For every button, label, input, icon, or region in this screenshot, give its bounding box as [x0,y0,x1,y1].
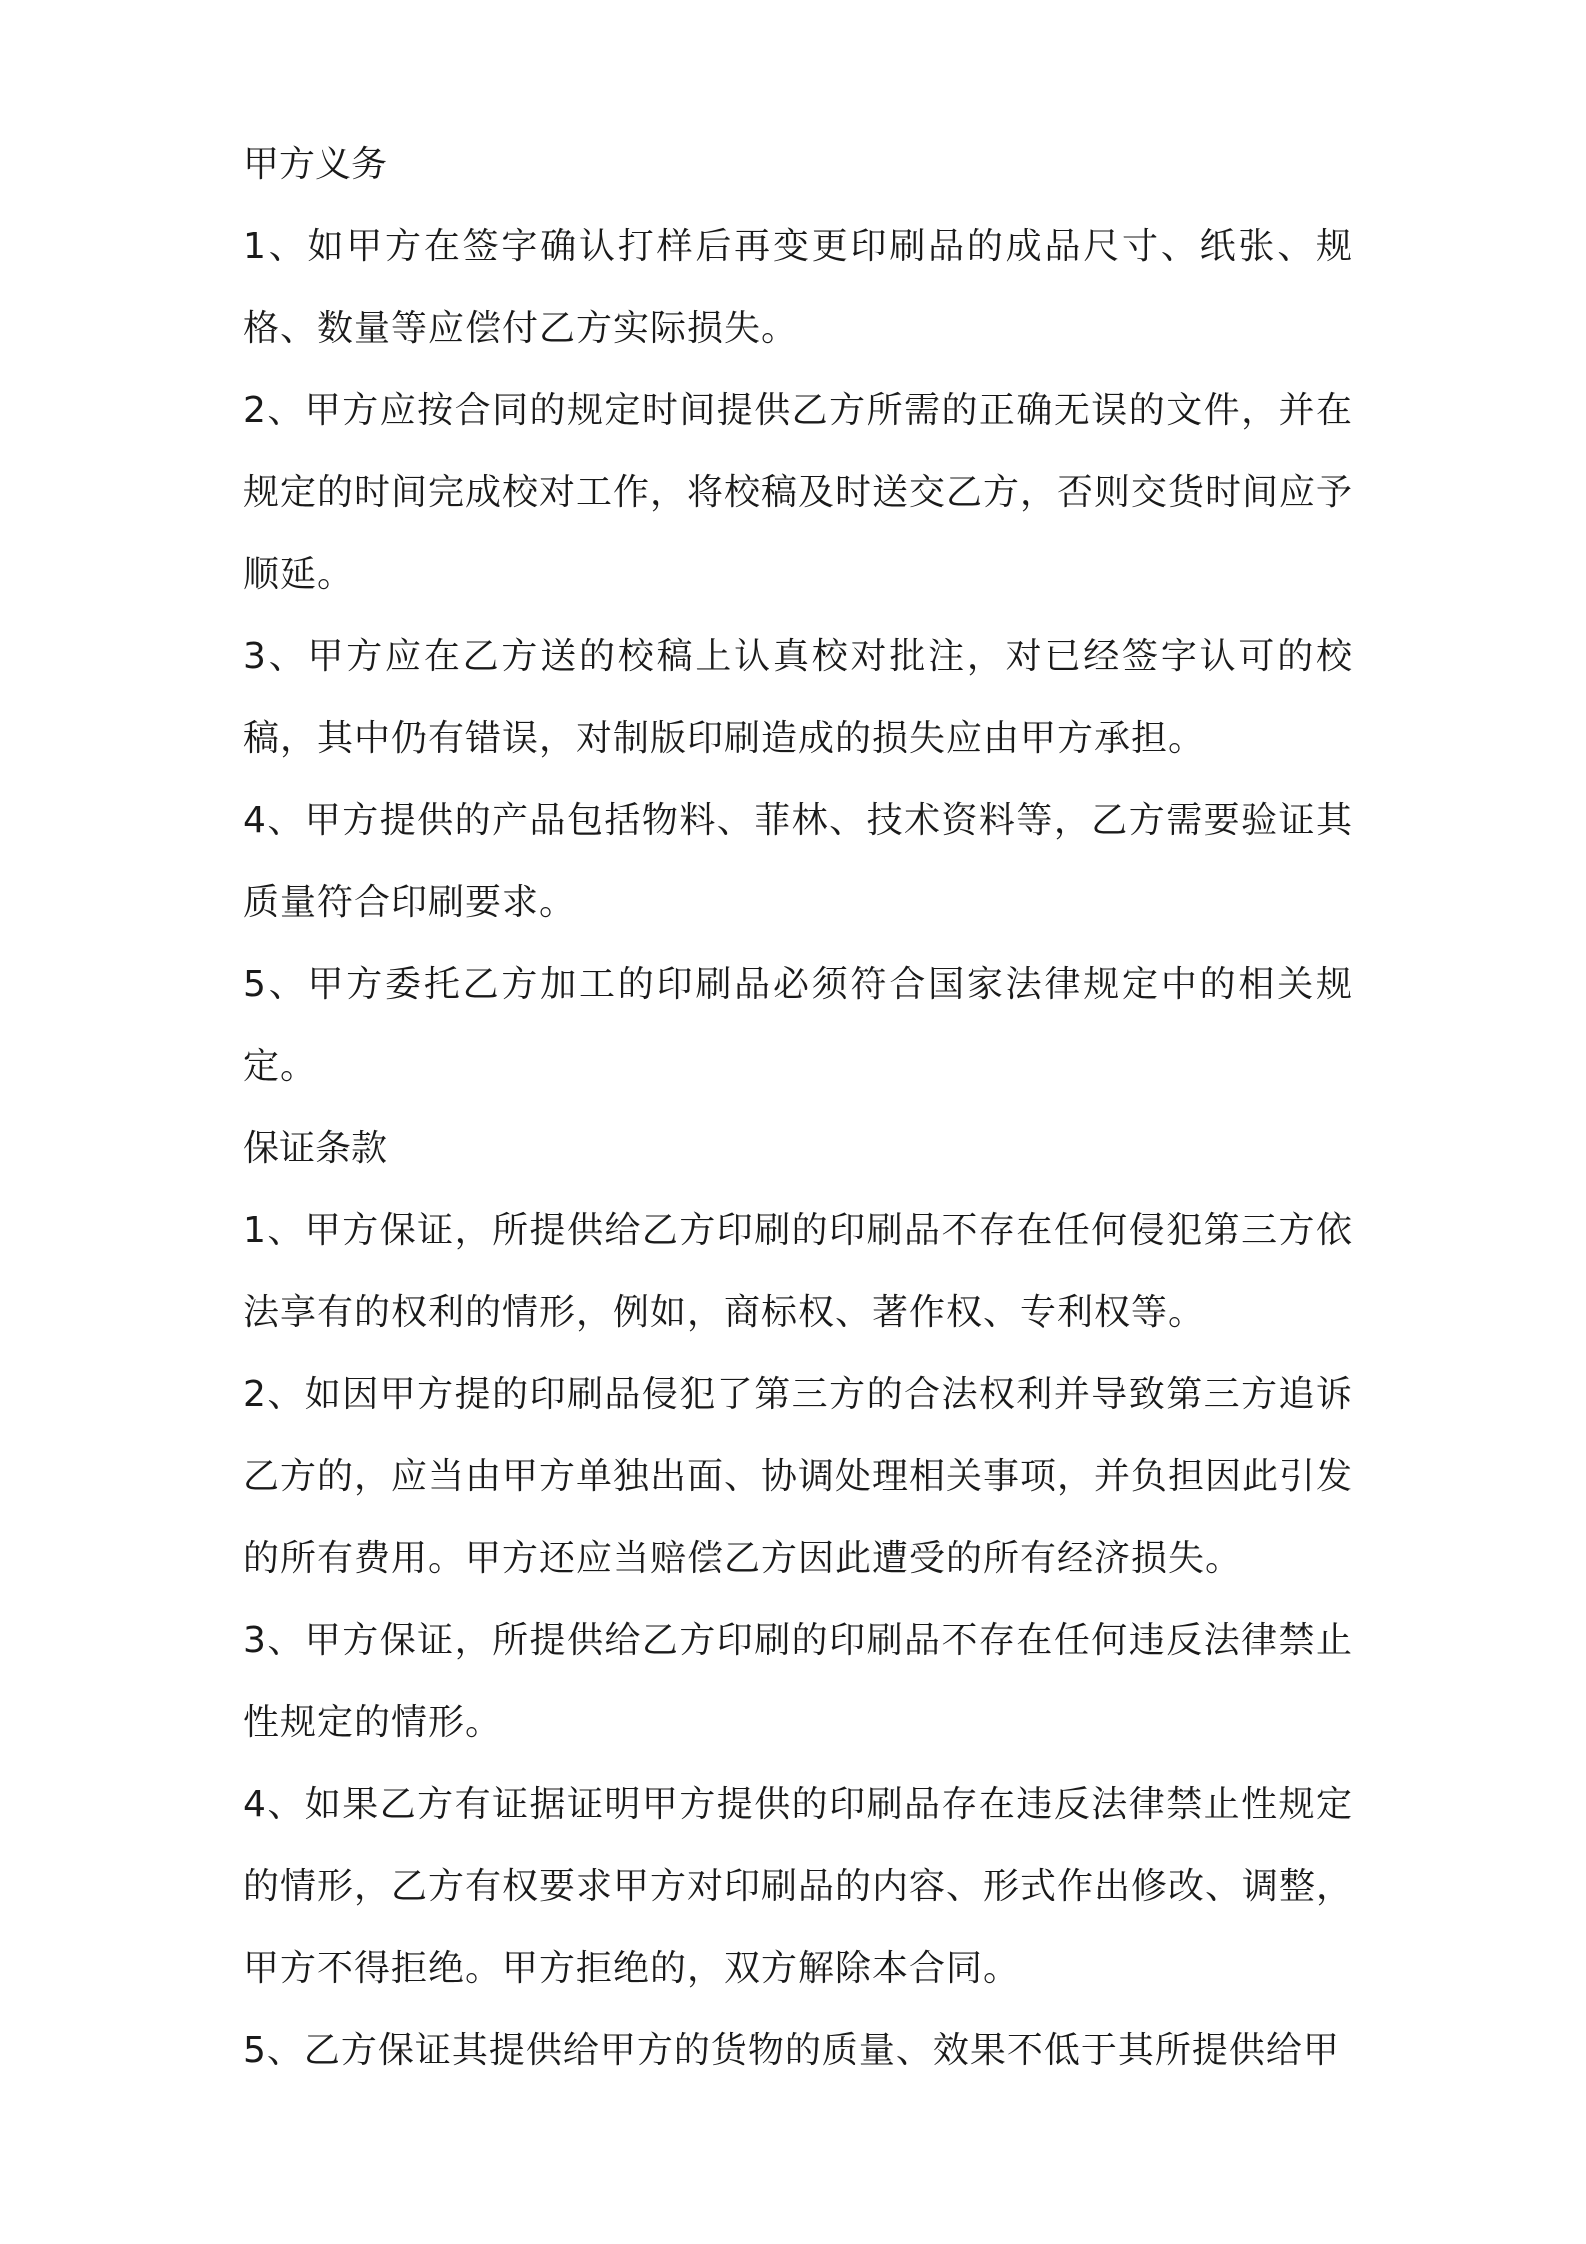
obligation-item-5: 5、甲方委托乙方加工的印刷品必须符合国家法律规定中的相关规定。 [243,964,1353,1087]
obligation-item-1: 1、如甲方在签字确认打样后再变更印刷品的成品尺寸、纸张、规格、数量等应偿付乙方实际损失。 [243,226,1353,349]
obligation-item-4: 4、甲方提供的产品包括物料、菲林、技术资料等，乙方需要验证其质量符合印刷要求。 [243,800,1353,923]
section-heading-party-a-obligations: 甲方义务 [243,144,388,185]
guarantee-item-1: 1、甲方保证，所提供给乙方印刷的印刷品不存在任何侵犯第三方依法享有的权利的情形，例如，商标权、著作权、专利权等。 [243,1210,1353,1333]
guarantee-item-5: 5、乙方保证其提供给甲方的货物的质量、效果不低于其所提供给甲 [243,2030,1340,2071]
obligation-item-3: 3、甲方应在乙方送的校稿上认真校对批注，对已经签字认可的校稿，其中仍有错误，对制版印刷造成的损失应由甲方承担。 [243,636,1353,759]
obligation-item-2: 2、甲方应按合同的规定时间提供乙方所需的正确无误的文件，并在规定的时间完成校对工作，将校稿及时送交乙方，否则交货时间应予顺延。 [243,390,1354,595]
section-heading-guarantee-terms: 保证条款 [243,1128,388,1169]
guarantee-item-2: 2、如因甲方提的印刷品侵犯了第三方的合法权利并导致第三方追诉乙方的，应当由甲方单独出面、协调处理相关事项，并负担因此引发的所有费用。甲方还应当赔偿乙方因此遭受的所有经济损失。 [243,1374,1354,1579]
guarantee-item-3: 3、甲方保证，所提供给乙方印刷的印刷品不存在任何违反法律禁止性规定的情形。 [243,1620,1353,1743]
guarantee-item-4: 4、如果乙方有证据证明甲方提供的印刷品存在违反法律禁止性规定的情形，乙方有权要求甲方对印刷品的内容、形式作出修改、调整，甲方不得拒绝。甲方拒绝的，双方解除本合同。 [243,1784,1354,1989]
document-body [243,124,1353,2092]
